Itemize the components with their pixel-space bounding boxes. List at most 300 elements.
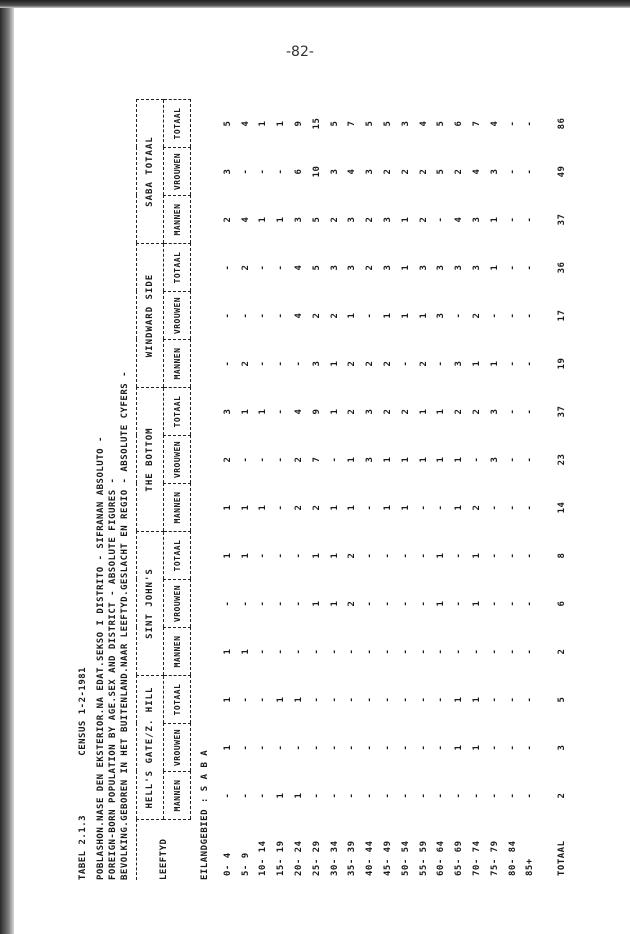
scan-top-edge	[0, 0, 630, 8]
age-group-label: 5- 9	[240, 852, 251, 876]
cell-saba-t: 15	[311, 117, 322, 130]
cell-sint-johns-t: -	[365, 552, 376, 559]
cell-sint-johns-m: -	[400, 648, 411, 655]
cell-sint-johns-m: 1	[240, 648, 251, 655]
cell-the-bottom-v: 1	[383, 456, 394, 463]
sub-totaal: TOTAAL	[164, 388, 191, 436]
cell-sint-johns-t: -	[258, 552, 269, 559]
cell-hells-gate-v: 1	[472, 744, 483, 751]
cell-sint-johns-v: -	[240, 600, 251, 607]
table-row	[361, 100, 379, 881]
cell-hells-gate-v: -	[507, 744, 518, 751]
cell-saba-v: -	[276, 168, 287, 175]
cell-windward-m: -	[400, 360, 411, 367]
cell-the-bottom-v: -	[240, 456, 251, 463]
cell-hells-gate-t: -	[329, 696, 340, 703]
cell-saba-v: 10	[311, 165, 322, 178]
cell-hells-gate-v: -	[329, 744, 340, 751]
cell-windward-m: -	[436, 360, 447, 367]
age-group-label: 15- 19	[276, 840, 287, 876]
cell-windward-m: 1	[489, 360, 500, 367]
total-saba-m: 37	[557, 213, 568, 226]
cell-windward-t: 3	[472, 264, 483, 271]
cell-saba-m: 2	[222, 216, 233, 223]
table-row	[415, 100, 433, 881]
table-row	[486, 100, 504, 881]
table-row	[468, 100, 486, 881]
cell-hells-gate-t: -	[400, 696, 411, 703]
cell-hells-gate-m: -	[418, 792, 429, 799]
age-group-label: 0- 4	[222, 852, 233, 876]
region-sint-johns: SINT JOHN'S	[137, 532, 164, 676]
total-hells-gate-v: 3	[557, 744, 568, 751]
cell-sint-johns-m: -	[383, 648, 394, 655]
cell-saba-v: 5	[436, 168, 447, 175]
cell-hells-gate-m: -	[347, 792, 358, 799]
cell-sint-johns-t: 1	[329, 552, 340, 559]
cell-hells-gate-m: -	[383, 792, 394, 799]
cell-sint-johns-v: -	[383, 600, 394, 607]
age-group-label: 10- 14	[258, 840, 269, 876]
cell-sint-johns-v: -	[418, 600, 429, 607]
cell-sint-johns-t: -	[294, 552, 305, 559]
cell-saba-v: 2	[400, 168, 411, 175]
cell-hells-gate-v: -	[489, 744, 500, 751]
cell-windward-v: -	[365, 312, 376, 319]
cell-saba-v: -	[525, 168, 536, 175]
cell-sint-johns-t: -	[489, 552, 500, 559]
sub-vrouwen: VROUWEN	[164, 580, 191, 628]
cell-windward-v: 2	[311, 312, 322, 319]
cell-hells-gate-m: -	[258, 792, 269, 799]
table-row	[219, 100, 237, 881]
cell-sint-johns-t: 1	[472, 552, 483, 559]
cell-saba-t: 4	[418, 120, 429, 127]
cell-the-bottom-v: -	[507, 456, 518, 463]
cell-hells-gate-m: 1	[276, 792, 287, 799]
total-row	[553, 100, 571, 881]
sub-vrouwen: VROUWEN	[164, 436, 191, 484]
cell-saba-t: 5	[222, 120, 233, 127]
cell-hells-gate-v: 1	[222, 744, 233, 751]
cell-hells-gate-m: -	[489, 792, 500, 799]
cell-saba-m: 3	[472, 216, 483, 223]
cell-sint-johns-m: -	[507, 648, 518, 655]
cell-saba-m: 1	[489, 216, 500, 223]
cell-the-bottom-t: 3	[489, 408, 500, 415]
age-group-label: 60- 64	[436, 840, 447, 876]
cell-sint-johns-t: -	[454, 552, 465, 559]
cell-hells-gate-m: -	[311, 792, 322, 799]
cell-sint-johns-t: -	[400, 552, 411, 559]
cell-saba-t: 9	[294, 120, 305, 127]
cell-windward-m: -	[294, 360, 305, 367]
cell-windward-t: -	[258, 264, 269, 271]
cell-sint-johns-t: -	[507, 552, 518, 559]
cell-the-bottom-t: -	[507, 408, 518, 415]
cell-hells-gate-v: -	[400, 744, 411, 751]
table-row	[504, 100, 522, 881]
cell-windward-v: -	[240, 312, 251, 319]
cell-saba-v: -	[240, 168, 251, 175]
cell-the-bottom-t: 1	[258, 408, 269, 415]
cell-windward-t: 2	[240, 264, 251, 271]
cell-sint-johns-m: 1	[222, 648, 233, 655]
cell-saba-m: 1	[258, 216, 269, 223]
cell-windward-v: 1	[383, 312, 394, 319]
table-row	[397, 100, 415, 881]
cell-hells-gate-v: -	[525, 744, 536, 751]
age-group-label: 30- 34	[329, 840, 340, 876]
total-the-bottom-t: 37	[557, 405, 568, 418]
cell-windward-t: 1	[400, 264, 411, 271]
cell-the-bottom-v: 1	[454, 456, 465, 463]
cell-sint-johns-m: -	[489, 648, 500, 655]
cell-hells-gate-v: -	[418, 744, 429, 751]
cell-windward-m: 1	[329, 360, 340, 367]
cell-windward-t: 3	[347, 264, 358, 271]
cell-windward-v: 1	[347, 312, 358, 319]
age-group-label: 55- 59	[418, 840, 429, 876]
cell-hells-gate-m: -	[507, 792, 518, 799]
cell-the-bottom-v: 2	[294, 456, 305, 463]
cell-the-bottom-m: 1	[329, 504, 340, 511]
cell-the-bottom-t: 2	[472, 408, 483, 415]
cell-sint-johns-v: -	[400, 600, 411, 607]
cell-sint-johns-m: -	[276, 648, 287, 655]
cell-the-bottom-m: -	[418, 504, 429, 511]
sub-vrouwen: VROUWEN	[164, 148, 191, 196]
table-row	[522, 100, 540, 881]
cell-windward-v: -	[525, 312, 536, 319]
age-group-label: 25- 29	[311, 840, 322, 876]
cell-sint-johns-t: 1	[222, 552, 233, 559]
cell-the-bottom-m: -	[525, 504, 536, 511]
cell-the-bottom-t: 1	[329, 408, 340, 415]
age-group-label: 40- 44	[365, 840, 376, 876]
region-hells-gate: HELL'S GATE/Z. HILL	[137, 676, 164, 820]
cell-sint-johns-v: -	[294, 600, 305, 607]
cell-hells-gate-m: 1	[294, 792, 305, 799]
cell-hells-gate-v: 1	[454, 744, 465, 751]
sub-vrouwen: VROUWEN	[164, 292, 191, 340]
sub-mannen: MANNEN	[164, 772, 191, 820]
cell-saba-t: 5	[383, 120, 394, 127]
cell-the-bottom-v: -	[329, 456, 340, 463]
cell-sint-johns-m: -	[329, 648, 340, 655]
cell-saba-v: 3	[489, 168, 500, 175]
cell-saba-t: 5	[365, 120, 376, 127]
cell-saba-v: 4	[472, 168, 483, 175]
cell-the-bottom-m: -	[489, 504, 500, 511]
page-number: -82-	[286, 44, 314, 60]
cell-the-bottom-t: 2	[454, 408, 465, 415]
cell-the-bottom-t: 2	[347, 408, 358, 415]
cell-saba-m: 1	[276, 216, 287, 223]
cell-windward-t: 3	[383, 264, 394, 271]
table-row	[326, 100, 344, 881]
cell-hells-gate-m: -	[222, 792, 233, 799]
cell-the-bottom-v: 1	[400, 456, 411, 463]
cell-the-bottom-m: 2	[294, 504, 305, 511]
cell-the-bottom-t: 2	[383, 408, 394, 415]
cell-hells-gate-t: 1	[472, 696, 483, 703]
cell-sint-johns-t: -	[383, 552, 394, 559]
cell-saba-v: 3	[222, 168, 233, 175]
cell-windward-m: -	[276, 360, 287, 367]
cell-saba-m: 3	[294, 216, 305, 223]
cell-hells-gate-t: -	[240, 696, 251, 703]
cell-windward-v: -	[489, 312, 500, 319]
total-hells-gate-t: 5	[557, 696, 568, 703]
cell-hells-gate-v: -	[240, 744, 251, 751]
cell-the-bottom-t: 3	[365, 408, 376, 415]
cell-hells-gate-t: -	[311, 696, 322, 703]
cell-sint-johns-m: -	[258, 648, 269, 655]
total-sint-johns-v: 6	[557, 600, 568, 607]
cell-saba-t: 5	[329, 120, 340, 127]
cell-sint-johns-t: 2	[347, 552, 358, 559]
cell-the-bottom-v: -	[258, 456, 269, 463]
cell-the-bottom-v: 1	[418, 456, 429, 463]
sub-totaal: TOTAAL	[164, 676, 191, 724]
cell-saba-t: 6	[454, 120, 465, 127]
cell-sint-johns-v: 2	[347, 600, 358, 607]
cell-saba-m: -	[436, 216, 447, 223]
sub-mannen: MANNEN	[164, 196, 191, 244]
cell-sint-johns-v: 1	[311, 600, 322, 607]
cell-saba-t: 4	[489, 120, 500, 127]
cell-the-bottom-t: 1	[418, 408, 429, 415]
cell-windward-t: -	[525, 264, 536, 271]
age-group-label: 80- 84	[507, 840, 518, 876]
sub-totaal: TOTAAL	[164, 532, 191, 580]
cell-saba-t: 1	[258, 120, 269, 127]
cell-saba-t: 7	[347, 120, 358, 127]
cell-the-bottom-t: 1	[240, 408, 251, 415]
cell-windward-t: 4	[294, 264, 305, 271]
cell-sint-johns-m: -	[365, 648, 376, 655]
cell-hells-gate-t: -	[258, 696, 269, 703]
cell-windward-v: -	[507, 312, 518, 319]
cell-hells-gate-t: -	[418, 696, 429, 703]
cell-windward-m: 2	[365, 360, 376, 367]
cell-the-bottom-t: -	[276, 408, 287, 415]
cell-hells-gate-t: 1	[454, 696, 465, 703]
cell-the-bottom-m: -	[507, 504, 518, 511]
cell-saba-t: -	[507, 120, 518, 127]
cell-hells-gate-m: -	[525, 792, 536, 799]
cell-hells-gate-m: -	[454, 792, 465, 799]
cell-the-bottom-m: -	[365, 504, 376, 511]
cell-the-bottom-t: 1	[436, 408, 447, 415]
cell-windward-t: 2	[365, 264, 376, 271]
cell-the-bottom-t: -	[525, 408, 536, 415]
cell-hells-gate-m: -	[400, 792, 411, 799]
total-sint-johns-m: 2	[557, 648, 568, 655]
cell-saba-m: 5	[311, 216, 322, 223]
table-id: TABEL 2.1.3	[78, 814, 88, 880]
cell-sint-johns-t: -	[276, 552, 287, 559]
table-row	[237, 100, 255, 881]
cell-hells-gate-m: -	[472, 792, 483, 799]
cell-sint-johns-t: -	[525, 552, 536, 559]
total-windward-m: 19	[557, 357, 568, 370]
cell-windward-v: -	[276, 312, 287, 319]
title-dutch: BEVOLKING.GEBOREN IN HET BUITENLAND.NAAR LEEFTYD.GESLACHT EN REGIO - ABSOLUTE CYFERS -	[120, 371, 130, 880]
cell-the-bottom-m: 1	[400, 504, 411, 511]
cell-saba-v: 2	[418, 168, 429, 175]
total-the-bottom-m: 14	[557, 501, 568, 514]
cell-windward-m: 2	[347, 360, 358, 367]
cell-hells-gate-v: -	[258, 744, 269, 751]
cell-the-bottom-m: 1	[240, 504, 251, 511]
sub-vrouwen: VROUWEN	[164, 724, 191, 772]
cell-windward-t: 3	[329, 264, 340, 271]
cell-windward-t: 3	[454, 264, 465, 271]
cell-saba-m: 3	[383, 216, 394, 223]
cell-saba-v: 3	[329, 168, 340, 175]
data-table	[136, 99, 571, 880]
cell-saba-v: 4	[347, 168, 358, 175]
cell-hells-gate-t: -	[507, 696, 518, 703]
cell-sint-johns-v: 1	[472, 600, 483, 607]
cell-windward-m: -	[222, 360, 233, 367]
sub-totaal: TOTAAL	[164, 244, 191, 292]
cell-hells-gate-v: -	[276, 744, 287, 751]
cell-sint-johns-v: -	[276, 600, 287, 607]
cell-the-bottom-m: 1	[383, 504, 394, 511]
age-group-label: 20- 24	[294, 840, 305, 876]
cell-sint-johns-v: 1	[436, 600, 447, 607]
title-english: FOREIGN-BORN POPULATION BY AGE.SEX AND DISTRICT - ABSOLUTE FIGURES -	[108, 477, 118, 880]
cell-hells-gate-t: 1	[294, 696, 305, 703]
cell-saba-m: 4	[240, 216, 251, 223]
cell-windward-v: 2	[472, 312, 483, 319]
island-label: EILANDGEBIED : S A B A	[200, 749, 210, 880]
age-group-label: 85+	[525, 858, 536, 876]
cell-sint-johns-v: -	[222, 600, 233, 607]
census-date: CENSUS 1-2-1981	[78, 666, 88, 756]
sub-mannen: MANNEN	[164, 340, 191, 388]
cell-sint-johns-m: -	[418, 648, 429, 655]
cell-the-bottom-m: 1	[222, 504, 233, 511]
cell-sint-johns-v: -	[507, 600, 518, 607]
cell-saba-v: -	[258, 168, 269, 175]
cell-the-bottom-t: 3	[222, 408, 233, 415]
cell-sint-johns-m: -	[347, 648, 358, 655]
cell-saba-m: 2	[329, 216, 340, 223]
cell-saba-t: 5	[436, 120, 447, 127]
region-windward-side: WINDWARD SIDE	[137, 244, 164, 388]
rotated-table-sheet	[78, 80, 568, 880]
cell-windward-t: -	[507, 264, 518, 271]
cell-the-bottom-m: 1	[258, 504, 269, 511]
cell-the-bottom-v: 3	[489, 456, 500, 463]
cell-sint-johns-v: -	[365, 600, 376, 607]
cell-saba-m: 3	[347, 216, 358, 223]
age-group-label: 45- 49	[383, 840, 394, 876]
age-group-label: 75- 79	[489, 840, 500, 876]
age-group-label: 35- 39	[347, 840, 358, 876]
cell-the-bottom-v: 3	[365, 456, 376, 463]
cell-the-bottom-t: 9	[311, 408, 322, 415]
cell-hells-gate-m: -	[329, 792, 340, 799]
table-row	[290, 100, 308, 881]
cell-windward-m: -	[258, 360, 269, 367]
cell-the-bottom-v: 2	[222, 456, 233, 463]
cell-saba-t: 1	[276, 120, 287, 127]
cell-windward-m: 1	[472, 360, 483, 367]
cell-windward-v: 4	[294, 312, 305, 319]
cell-the-bottom-m: 2	[311, 504, 322, 511]
cell-the-bottom-m: 1	[454, 504, 465, 511]
cell-sint-johns-m: -	[311, 648, 322, 655]
cell-sint-johns-t: 1	[240, 552, 251, 559]
cell-hells-gate-v: -	[347, 744, 358, 751]
cell-sint-johns-m: -	[294, 648, 305, 655]
cell-saba-v: 6	[294, 168, 305, 175]
cell-the-bottom-m: 1	[347, 504, 358, 511]
cell-hells-gate-m: -	[240, 792, 251, 799]
cell-windward-v: 1	[418, 312, 429, 319]
table-row	[255, 100, 273, 881]
cell-saba-t: -	[525, 120, 536, 127]
cell-the-bottom-v: 7	[311, 456, 322, 463]
cell-hells-gate-t: -	[347, 696, 358, 703]
cell-hells-gate-v: -	[365, 744, 376, 751]
table-row	[379, 100, 397, 881]
cell-sint-johns-m: -	[436, 648, 447, 655]
cell-the-bottom-m: 2	[472, 504, 483, 511]
title-papiamento: POBLASHON.NASE DEN EKSTERIOR.NA EDAT.SEKSO I DISTRITO - SIFRANAN ABSOLUTO -	[96, 436, 106, 880]
cell-saba-t: 3	[400, 120, 411, 127]
table-row	[450, 100, 468, 881]
cell-sint-johns-v: 1	[329, 600, 340, 607]
cell-hells-gate-t: -	[525, 696, 536, 703]
region-saba-totaal: SABA TOTAAL	[137, 100, 164, 244]
table-row	[433, 100, 451, 881]
cell-hells-gate-t: 1	[222, 696, 233, 703]
cell-sint-johns-v: -	[489, 600, 500, 607]
sub-totaal: TOTAAL	[164, 100, 191, 148]
cell-hells-gate-t: 1	[276, 696, 287, 703]
cell-hells-gate-t: -	[365, 696, 376, 703]
cell-windward-t: -	[222, 264, 233, 271]
cell-sint-johns-m: -	[525, 648, 536, 655]
table-body	[219, 100, 571, 881]
cell-sint-johns-m: -	[472, 648, 483, 655]
cell-windward-t: 3	[436, 264, 447, 271]
cell-hells-gate-m: -	[436, 792, 447, 799]
cell-sint-johns-t: -	[418, 552, 429, 559]
cell-windward-v: 3	[436, 312, 447, 319]
cell-the-bottom-v: 1	[347, 456, 358, 463]
cell-hells-gate-v: -	[383, 744, 394, 751]
book-binding-edge	[0, 0, 14, 934]
cell-hells-gate-v: -	[311, 744, 322, 751]
cell-saba-m: 1	[400, 216, 411, 223]
table-row	[344, 100, 362, 881]
cell-the-bottom-t: 4	[294, 408, 305, 415]
age-group-label: 65- 69	[454, 840, 465, 876]
cell-windward-t: -	[276, 264, 287, 271]
cell-saba-m: 2	[365, 216, 376, 223]
cell-windward-v: -	[454, 312, 465, 319]
total-hells-gate-m: 2	[557, 792, 568, 799]
cell-saba-v: 2	[383, 168, 394, 175]
cell-hells-gate-v: -	[436, 744, 447, 751]
